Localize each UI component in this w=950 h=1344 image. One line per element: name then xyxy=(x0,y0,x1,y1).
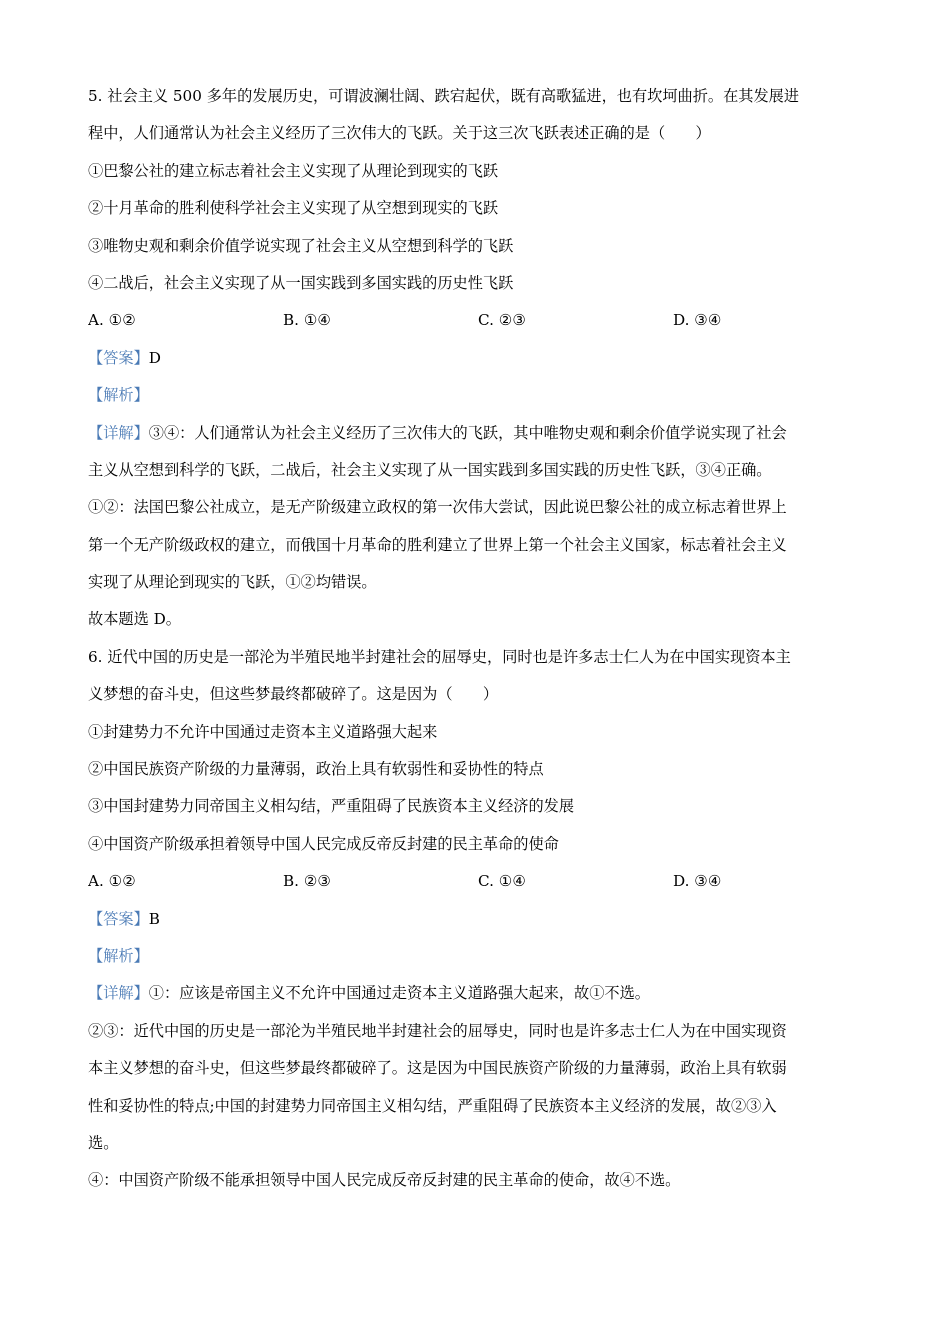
detail-text: ④：中国资产阶级不能承担领导中国人民完成反帝反封建的民主革命的使命，故④不选。 xyxy=(88,1171,681,1190)
detail-tag: 【详解】 xyxy=(88,984,149,1003)
question-6 xyxy=(88,639,868,1200)
choice-statement: ②十月革命的胜利使科学社会主义实现了从空想到现实的飞跃 xyxy=(88,199,499,218)
detail-text: ③④：人们通常认为社会主义经历了三次伟大的飞跃，其中唯物史观和剩余价值学说实现了社会 xyxy=(148,423,787,442)
choice-statement: ③唯物史观和剩余价值学说实现了社会主义从空想到科学的飞跃 xyxy=(88,236,514,255)
answer-value: D xyxy=(148,348,161,367)
detail-text: 选。 xyxy=(88,1133,119,1152)
choice-statement: ④中国资产阶级承担着领导中国人民完成反帝反封建的民主革命的使命 xyxy=(88,834,559,853)
detail-text: 主义从空想到科学的飞跃，二战后，社会主义实现了从一国实践到多国实践的历史性飞跃，③④正确。 xyxy=(88,460,772,479)
option-d: D. ③④ xyxy=(673,872,722,891)
option-b: B. ②③ xyxy=(283,872,332,891)
question-stem-line: 程中，人们通常认为社会主义经历了三次伟大的飞跃。关于这三次飞跃表述正确的是（ ） xyxy=(88,124,711,143)
choice-statement: ④二战后，社会主义实现了从一国实践到多国实践的历史性飞跃 xyxy=(88,273,514,292)
option-b: B. ①④ xyxy=(283,311,332,330)
analysis-tag: 【解析】 xyxy=(88,386,149,405)
choice-statement: ③中国封建势力同帝国主义相勾结，严重阻碍了民族资本主义经济的发展 xyxy=(88,797,574,816)
option-c: C. ①④ xyxy=(478,872,526,891)
detail-text: ①：应该是帝国主义不允许中国通过走资本主义道路强大起来，故①不选。 xyxy=(148,984,650,1003)
detail-text: 实现了从理论到现实的飞跃，①②均错误。 xyxy=(88,573,377,592)
detail-text: 性和妥协性的特点;中国的封建势力同帝国主义相勾结，严重阻碍了民族资本主义经济的发展，故②③入 xyxy=(88,1096,777,1115)
choice-statement: ②中国民族资产阶级的力量薄弱，政治上具有软弱性和妥协性的特点 xyxy=(88,760,544,779)
document-page xyxy=(88,78,868,1200)
option-c: C. ②③ xyxy=(478,311,526,330)
answer-line xyxy=(88,340,868,377)
question-stem-line: 6. 近代中国的历史是一部沦为半殖民地半封建社会的屈辱史，同时也是许多志士仁人为在中国实现资本主 xyxy=(88,647,791,666)
detail-line xyxy=(88,415,868,452)
detail-text: 第一个无产阶级政权的建立，而俄国十月革命的胜利建立了世界上第一个社会主义国家，标志着社会主义 xyxy=(88,535,787,554)
option-a: A. ①② xyxy=(88,872,136,891)
question-stem-line: 义梦想的奋斗史，但这些梦最终都破碎了。这是因为（ ） xyxy=(88,685,499,704)
detail-text: ①②：法国巴黎公社成立，是无产阶级建立政权的第一次伟大尝试，因此说巴黎公社的成立标志着世界上 xyxy=(88,498,787,517)
answer-options xyxy=(88,302,868,339)
question-5 xyxy=(88,78,868,639)
conclusion-text: 故本题选 D。 xyxy=(88,610,181,629)
option-d: D. ③④ xyxy=(673,311,722,330)
answer-options xyxy=(88,863,868,900)
question-stem-line: 5. 社会主义 500 多年的发展历史，可谓波澜壮阔、跌宕起伏，既有高歌猛进，也有坎坷曲折。在其发展进 xyxy=(88,87,800,105)
detail-text: ②③：近代中国的历史是一部沦为半殖民地半封建社会的屈辱史，同时也是许多志士仁人为在中国实现资 xyxy=(88,1021,787,1040)
choice-statement: ①巴黎公社的建立标志着社会主义实现了从理论到现实的飞跃 xyxy=(88,161,499,180)
choice-statement: ①封建势力不允许中国通过走资本主义道路强大起来 xyxy=(88,722,438,741)
detail-line xyxy=(88,975,868,1012)
answer-line xyxy=(88,901,868,938)
detail-tag: 【详解】 xyxy=(88,423,149,442)
answer-tag: 【答案】 xyxy=(88,348,149,367)
answer-value: B xyxy=(148,909,160,928)
detail-text: 本主义梦想的奋斗史，但这些梦最终都破碎了。这是因为中国民族资产阶级的力量薄弱，政治上具有软弱 xyxy=(88,1059,787,1078)
option-a: A. ①② xyxy=(88,311,136,330)
answer-tag: 【答案】 xyxy=(88,909,149,928)
analysis-tag: 【解析】 xyxy=(88,946,149,965)
